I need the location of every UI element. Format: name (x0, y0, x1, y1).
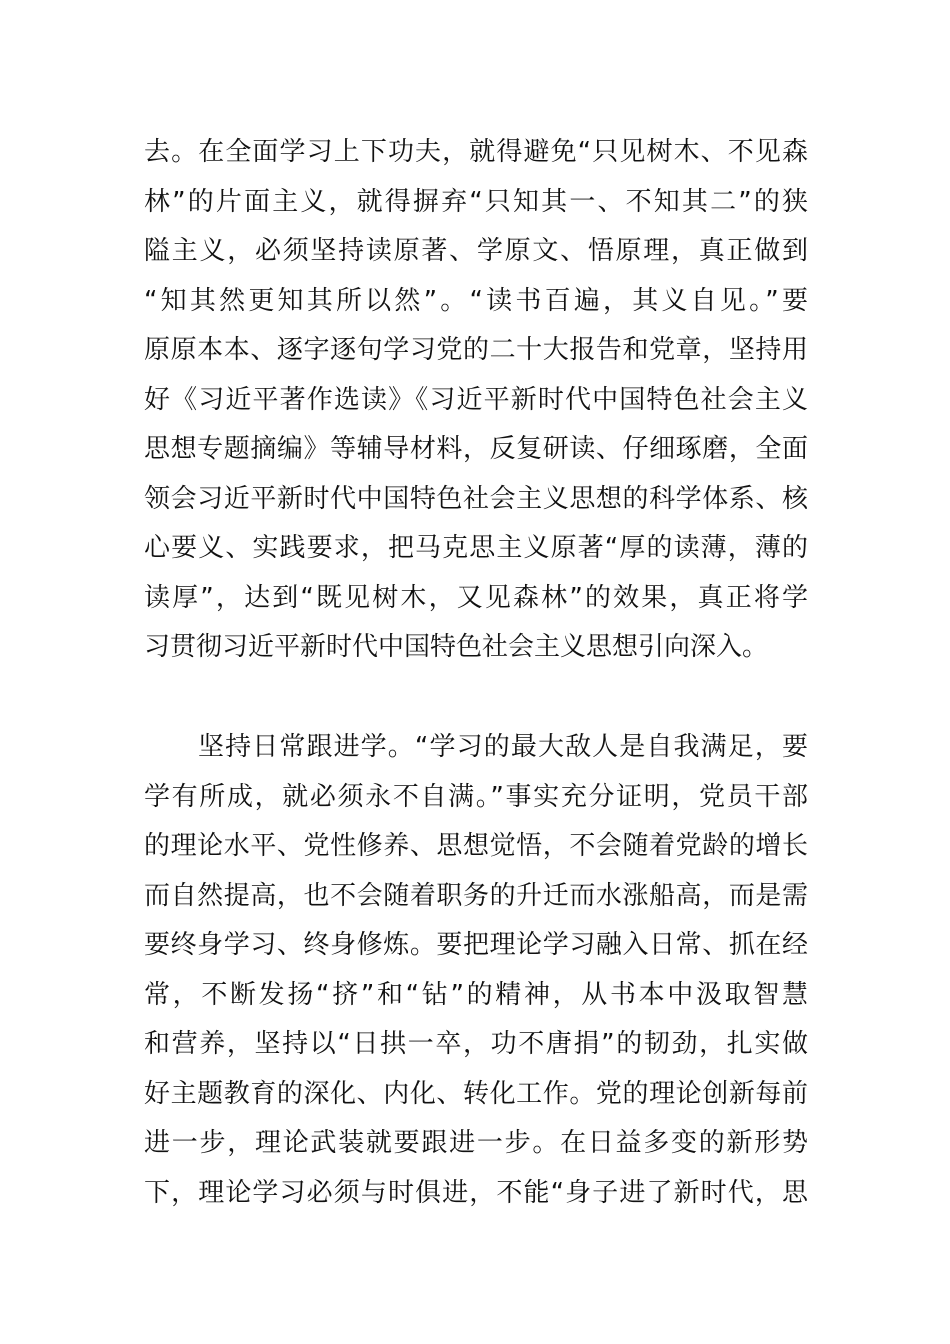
text-line: 习贯彻习近平新时代中国特色社会主义思想引向深入。 (144, 632, 769, 662)
text-line: 心要义、实践要求，把马克思主义原著“厚的读薄，薄的 (144, 533, 808, 563)
text-line: 和营养，坚持以“日拱一卒，功不唐捐”的韧劲，扎实做 (144, 1029, 808, 1059)
text-line: 隘主义，必须坚持读原著、学原文、悟原理，真正做到 (144, 236, 808, 266)
text-line: 坚持日常跟进学。“学习的最大敌人是自我满足，要 (198, 732, 808, 762)
text-line: 思想专题摘编》等辅导材料，反复研读、仔细琢磨，全面 (144, 434, 808, 464)
paragraph-daily-study (144, 723, 808, 1218)
text-line: 的理论水平、党性修养、思想觉悟，不会随着党龄的增长 (144, 831, 808, 861)
text-line: 常，不断发扬“挤”和“钻”的精神，从书本中汲取智慧 (144, 979, 808, 1010)
text-line: 好《习近平著作选读》《习近平新时代中国特色社会主义 (144, 384, 808, 415)
text-line: 读厚”，达到“既见树木，又见森林”的效果，真正将学 (144, 582, 808, 613)
text-line: 林”的片面主义，就得摒弃“只知其一、不知其二”的狭 (144, 186, 808, 217)
text-line: “知其然更知其所以然”。“读书百遍，其义自见。”要 (144, 285, 808, 316)
text-line: 进一步，理论武装就要跟进一步。在日益多变的新形势 (144, 1128, 808, 1158)
text-line: 下，理论学习必须与时俱进，不能“身子进了新时代，思 (144, 1177, 808, 1208)
paragraph-continued (144, 128, 808, 673)
text-line: 原原本本、逐字逐句学习党的二十大报告和党章，坚持用 (144, 335, 808, 365)
text-line: 而自然提高，也不会随着职务的升迁而水涨船高，而是需 (144, 880, 808, 911)
text-line: 要终身学习、终身修炼。要把理论学习融入日常、抓在经 (144, 930, 808, 960)
text-line: 好主题教育的深化、内化、转化工作。党的理论创新每前 (144, 1078, 808, 1109)
text-line: 学有所成，就必须永不自满。”事实充分证明，党员干部 (144, 781, 808, 812)
text-line: 去。在全面学习上下功夫，就得避免“只见树木、不见森 (144, 137, 808, 167)
text-line: 领会习近平新时代中国特色社会主义思想的科学体系、核 (144, 483, 808, 514)
